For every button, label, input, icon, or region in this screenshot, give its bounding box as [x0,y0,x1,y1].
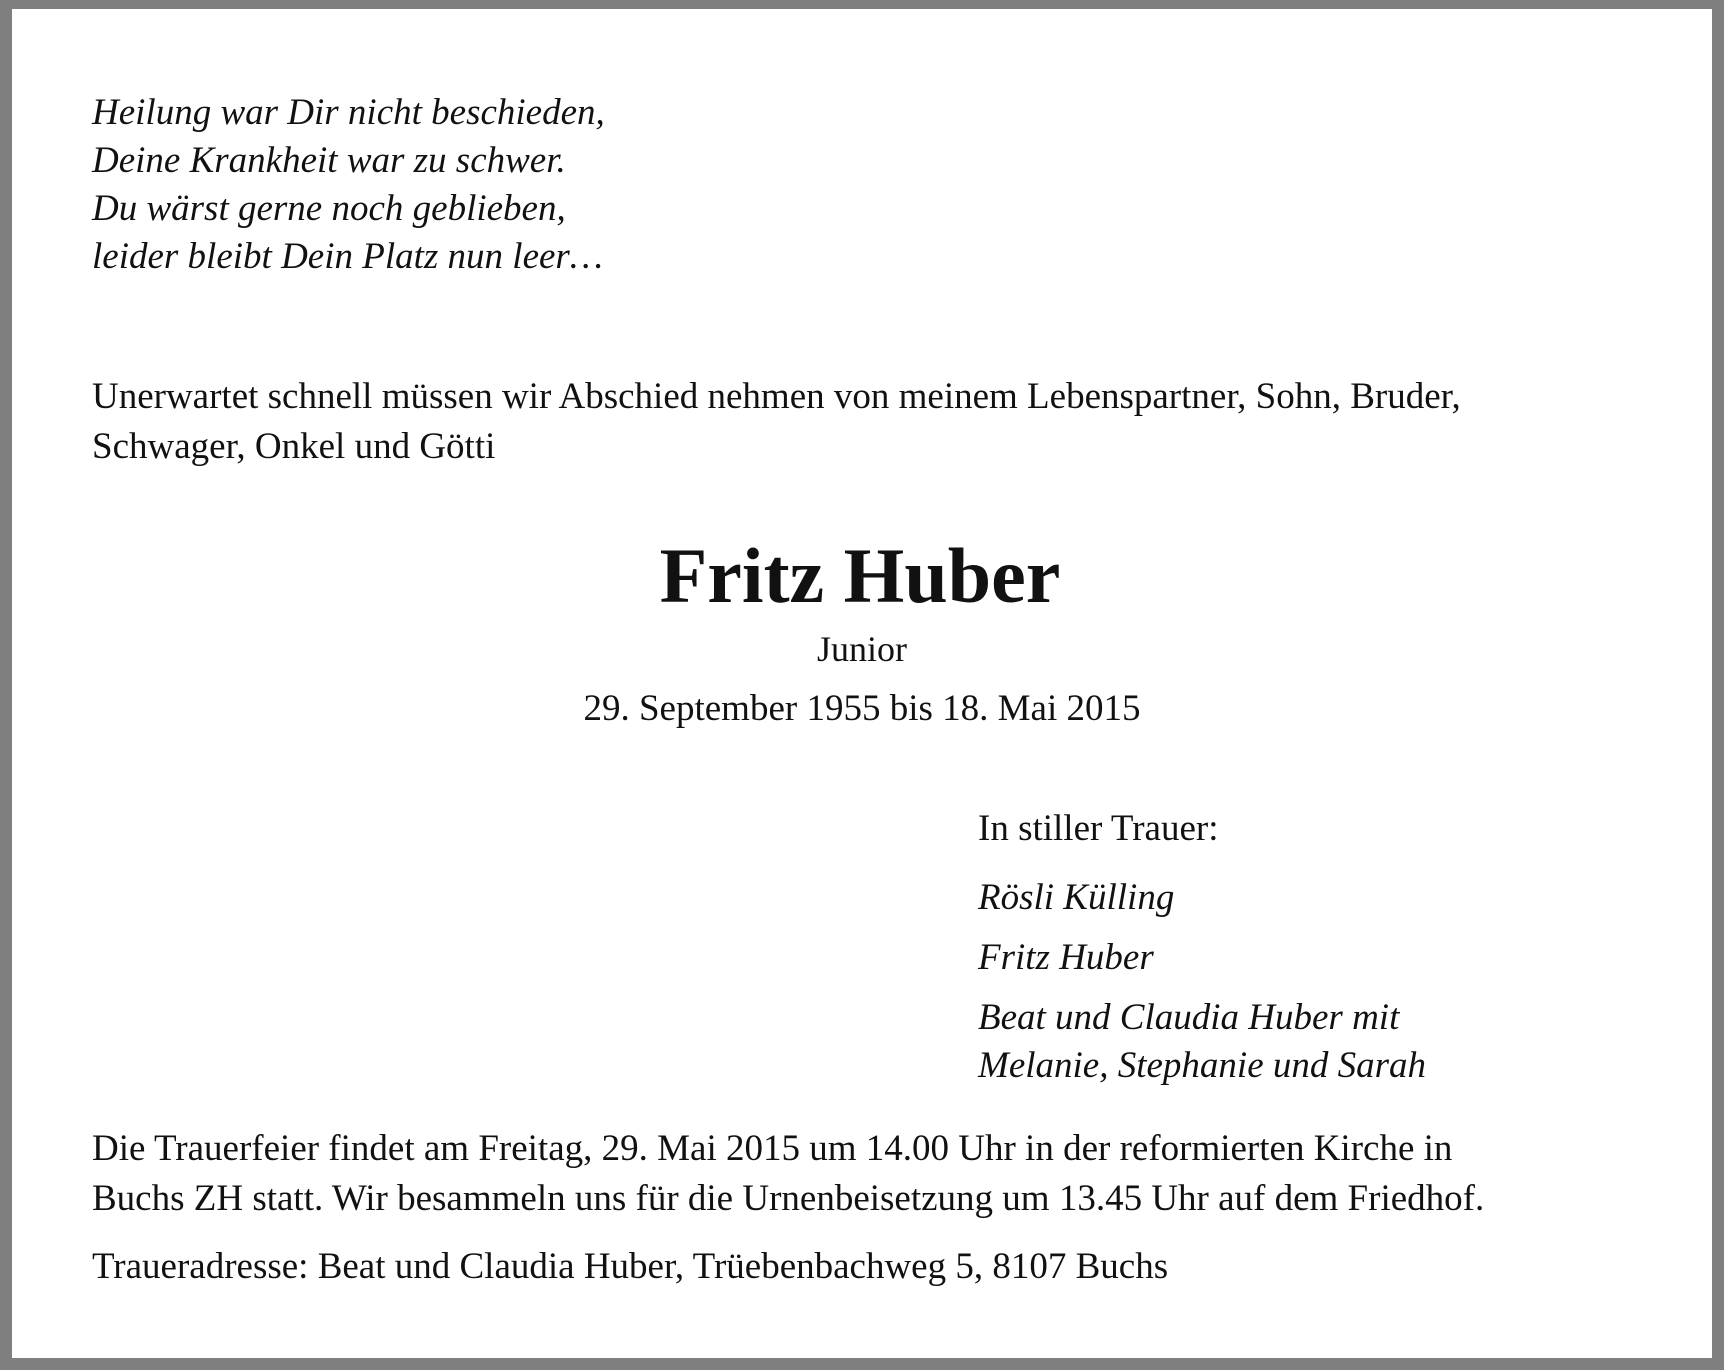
poem-line: Heilung war Dir nicht beschieden, [92,92,605,133]
mourner-line: Fritz Huber [978,937,1154,978]
intro-text [92,372,1652,472]
poem [92,89,605,281]
deceased-name-block [12,531,1712,621]
mourners-heading: In stiller Trauer: [978,808,1219,849]
mourner-line: Melanie, Stephanie und Sarah [978,1045,1427,1086]
poem-line: Deine Krankheit war zu schwer. [92,140,566,181]
mourners-block [978,806,1426,1102]
deceased-suffix: Junior [817,629,907,669]
service-details [92,1124,1652,1224]
mourner-line: Rösli Külling [978,877,1175,918]
mourning-address: Traueradresse: Beat und Claudia Huber, Trüebenbachweg 5, 8107 Buchs [92,1246,1169,1287]
life-dates: 29. September 1955 bis 18. Mai 2015 [583,688,1141,729]
intro-line: Schwager, Onkel und Götti [92,426,496,467]
mourner-entry [978,994,1426,1090]
deceased-name: Fritz Huber [659,532,1061,619]
poem-line: Du wärst gerne noch geblieben, [92,188,566,229]
service-line: Die Trauerfeier findet am Freitag, 29. Mai 2015 um 14.00 Uhr in der reformierten Kirche in [92,1128,1453,1169]
service-line: Buchs ZH statt. Wir besammeln uns für die Urnenbeisetzung um 13.45 Uhr auf dem Friedhof. [92,1178,1485,1219]
mourner-line: Beat und Claudia Huber mit [978,997,1400,1038]
mourner-entry [978,874,1426,922]
mourner-entry [978,934,1426,982]
intro-line: Unerwartet schnell müssen wir Abschied nehmen von meinem Lebenspartner, Sohn, Bruder, [92,376,1461,417]
poem-line: leider bleibt Dein Platz nun leer… [92,236,603,277]
